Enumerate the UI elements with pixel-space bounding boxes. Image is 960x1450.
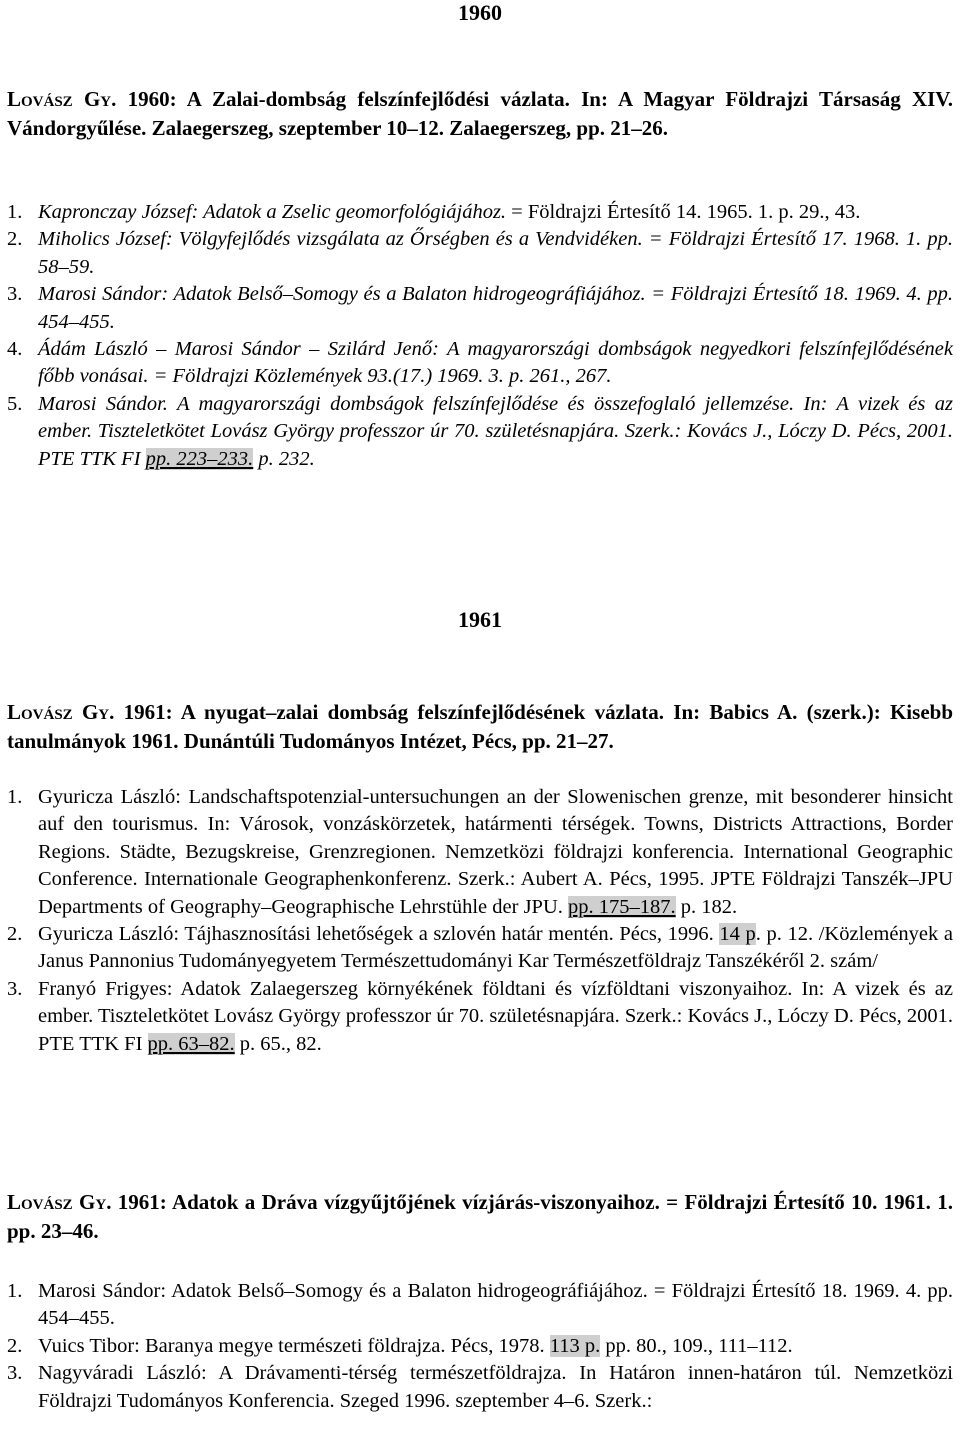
reference-text: 1960: A Zalai-dombság felszínfejlődési vázlata. In: A Magyar Földrajzi Társaság XIV. Vándorgyűlése. Zalaegerszeg, szeptember 10–12. Zalaegerszeg, pp. 21–26. xyxy=(7,87,953,140)
highlighted-pages: 14 p xyxy=(719,923,756,946)
highlighted-pages: pp. 223–233. xyxy=(145,447,254,470)
main-reference-1961-b xyxy=(7,1188,953,1246)
citation-number: 3. xyxy=(7,283,23,306)
citation-item xyxy=(7,976,953,1058)
highlighted-pages: pp. 175–187. xyxy=(568,895,676,918)
citation-number: 3. xyxy=(7,1362,23,1385)
citation-list-1961-b xyxy=(7,1278,953,1415)
citation-source: = Földrajzi Értesítő 14. 1965. 1. p. 29., 43. xyxy=(506,201,861,223)
citation-source: A magyarországi dombságok felszínfejlődése és összefoglaló jellemzése. In: A vizek és az ember. Tiszteletkötet Lovász György professzor úr 70. születésnapjára. Szerk.: Kovács J., Lóczy D. Pécs, 2001. PTE TTK FI xyxy=(38,392,953,470)
citation-page: . p. 12. /Közlemények a Janus Pannonius Tudományegyetem Természettudományi Kar Természetföldrajz Tanszékéről 2. szám/ xyxy=(38,923,953,973)
citation-number: 2. xyxy=(7,1334,23,1357)
citation-page: p. 65., 82. xyxy=(234,1032,322,1055)
citation-item xyxy=(7,1278,953,1333)
citation-list-1961-a xyxy=(7,784,953,1058)
citation-work: Gyuricza László: Tájhasznosítási lehetőségek a szlovén határ mentén. Pécs, 1996. xyxy=(38,923,720,946)
citation-work: Miholics József: Völgyfejlődés vizsgálata az Őrségben és a Vendvidéken. xyxy=(38,228,643,251)
citation-item xyxy=(7,199,953,226)
citation-list-1960 xyxy=(7,199,953,473)
citation-source: = Földrajzi Értesítő 17. 1968. 1. pp. 58–59. xyxy=(38,228,953,278)
citation-number: 1. xyxy=(7,1280,23,1302)
year-heading-1961: 1961 xyxy=(458,607,502,632)
main-reference-1961-a xyxy=(7,698,953,756)
citation-work: Gyuricza László: Landschaftspotenzial-untersuchungen an der Slowenischen grenze, mit besonderer hinsicht auf den tourismus. In: Városok, vonzáskörzetek, határmenti térségek. Towns, Districts Attractions, Border Regions. Städte, Bezugskreise, Grenzregionen. Nemzetközi földrajzi konferencia. International Geographic Conference. Internationale Geographenkonferenz. Szerk.: Aubert A. Pécs, 1995. JPTE Földrajzi Tanszék–JPU Departments of Geography–Geographische Lehrstühle der JPU. xyxy=(38,786,953,918)
citation-page: pp. 80., 109., 111–112. xyxy=(600,1334,793,1357)
citation-number: 1. xyxy=(7,786,23,808)
citation-item xyxy=(7,784,953,921)
citation-page: p. 182. xyxy=(675,895,738,918)
citation-number: 3. xyxy=(7,977,23,1000)
reference-text: 1961: Adatok a Dráva vízgyűjtőjének vízjárás-viszonyaihoz. = Földrajzi Értesítő 10. 1961. 1. pp. 23–46. xyxy=(7,1190,954,1243)
highlighted-pages: 113 p. xyxy=(549,1334,601,1357)
citation-work: Marosi Sándor: Adatok Belső–Somogy és a Balaton hidrogeográfiájához. xyxy=(38,1280,648,1302)
citation-number: 2. xyxy=(7,228,23,251)
citation-item xyxy=(7,281,953,336)
citation-work: Nagyváradi László: A Drávamenti-térség természetföldrajza. In Határon innen-határon túl. Nemzetközi Földrajzi Tudományos Konferencia. Szeged 1996. szeptember 4–6. Szerk.: xyxy=(38,1362,953,1412)
citation-work: Vuics Tibor: Baranya megye természeti földrajza. Pécs, 1978. xyxy=(38,1334,550,1357)
citation-item xyxy=(7,226,953,281)
citation-number: 4. xyxy=(7,338,23,361)
citation-work: Kapronczay József: Adatok a Zselic geomorfológiájához. xyxy=(38,201,507,223)
citation-work: Franyó Frigyes: Adatok Zalaegerszeg környékének földtani és vízföldtani viszonyaihoz. In: A vizek és az ember. Tiszteletkötet Lovász György professzor úr 70. születésnapjára. Szerk.: Kovács J., Lóczy D. Pécs, 2001. PTE TTK FI xyxy=(38,977,953,1055)
citation-source: = Földrajzi Közlemények 93.(17.) 1969. 3. p. 261., 267. xyxy=(148,365,612,388)
reference-text: 1961: A nyugat–zalai dombság felszínfejlődésének vázlata. In: Babics A. (szerk.): Kisebb tanulmányok 1961. Dunántúli Tudományos Intézet, Pécs, pp. 21–27. xyxy=(7,700,953,753)
citation-work: Ádám László – Marosi Sándor – Szilárd Jenő: A magyarországi dombságok negyedkori felszínfejlődésének főbb vonásai. xyxy=(38,338,953,388)
citation-item xyxy=(7,921,953,976)
citation-item xyxy=(7,1360,953,1415)
citation-work: Marosi Sándor. xyxy=(38,392,168,415)
year-heading-1960: 1960 xyxy=(458,0,502,25)
reference-author: Lovász Gy. xyxy=(7,700,115,724)
reference-author: Lovász Gy. xyxy=(7,1190,112,1214)
reference-author: Lovász Gy. xyxy=(7,87,117,111)
citation-item xyxy=(7,336,953,391)
main-reference-1960 xyxy=(7,85,953,143)
citation-source: = Földrajzi Értesítő 18. 1969. 4. pp. 454–455. xyxy=(38,283,953,333)
citation-number: 1. xyxy=(7,201,23,223)
citation-number: 5. xyxy=(7,392,23,415)
highlighted-pages: pp. 63–82. xyxy=(147,1032,235,1055)
citation-work: Marosi Sándor: Adatok Belső–Somogy és a Balaton hidrogeográfiájához. xyxy=(38,283,646,306)
citation-number: 2. xyxy=(7,923,23,946)
citation-source: = Földrajzi Értesítő 18. 1969. 4. pp. 454–455. xyxy=(38,1280,953,1330)
citation-item xyxy=(7,391,953,473)
citation-page: p. 232. xyxy=(253,447,315,470)
citation-item xyxy=(7,1333,953,1360)
